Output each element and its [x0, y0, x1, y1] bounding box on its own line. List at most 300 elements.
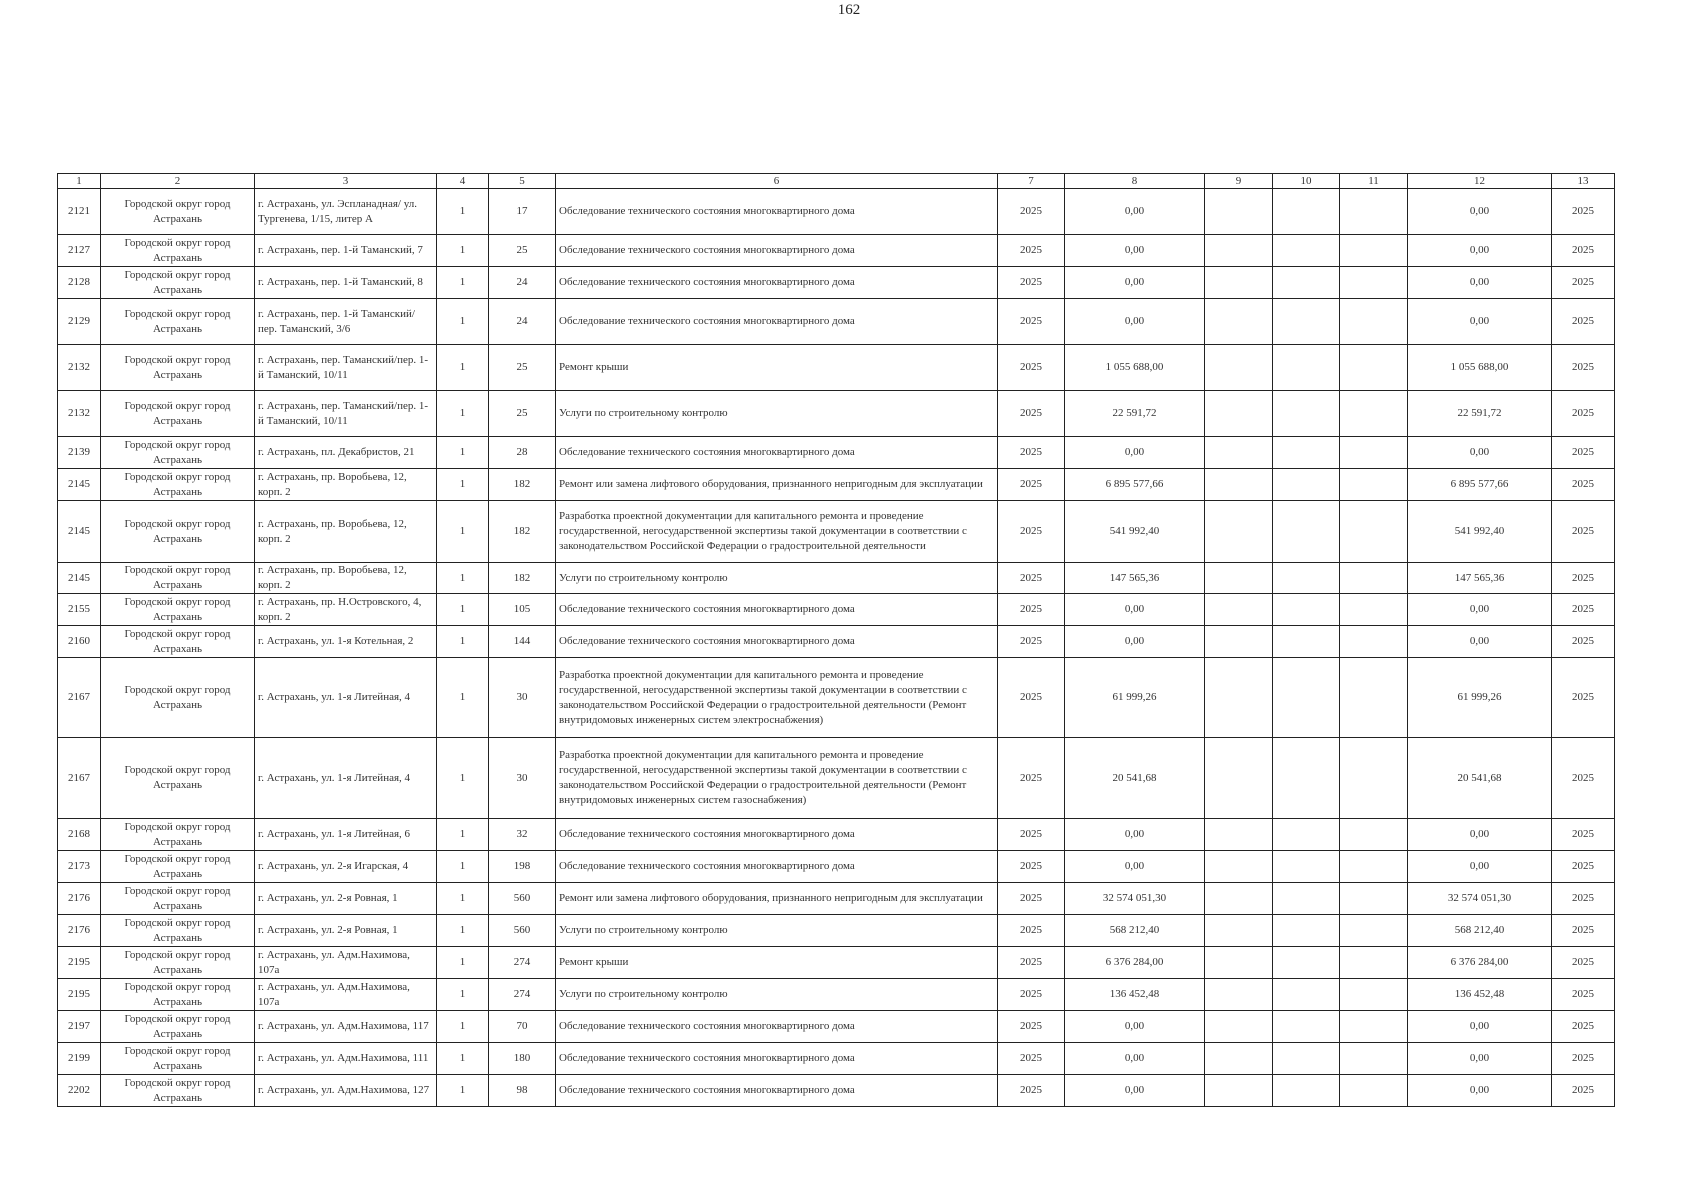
year-completion: 2025 [1552, 947, 1615, 979]
col-9-value [1205, 345, 1273, 391]
year: 2025 [998, 469, 1065, 501]
col-4-value: 1 [437, 391, 489, 437]
year: 2025 [998, 626, 1065, 658]
col-10-value [1273, 658, 1340, 738]
col-9-value [1205, 1011, 1273, 1043]
cost-fund: 0,00 [1408, 594, 1552, 626]
address: г. Астрахань, пр. Воробьева, 12, корп. 2 [255, 563, 437, 594]
row-number: 2132 [58, 345, 101, 391]
address: г. Астрахань, ул. 1-я Литейная, 4 [255, 658, 437, 738]
table-row [58, 391, 1615, 437]
column-header-9: 9 [1205, 174, 1273, 189]
table-row [58, 819, 1615, 851]
col-9-value [1205, 469, 1273, 501]
table-row [58, 267, 1615, 299]
col-5-value: 182 [489, 469, 556, 501]
municipality: Городской округ город Астрахань [101, 819, 255, 851]
col-11-value [1340, 947, 1408, 979]
col-9-value [1205, 267, 1273, 299]
cost-fund: 136 452,48 [1408, 979, 1552, 1011]
cost-total: 0,00 [1065, 235, 1205, 267]
table-row [58, 235, 1615, 267]
year-completion: 2025 [1552, 437, 1615, 469]
year-completion: 2025 [1552, 391, 1615, 437]
row-number: 2132 [58, 391, 101, 437]
col-5-value: 24 [489, 267, 556, 299]
row-number: 2168 [58, 819, 101, 851]
work-type: Услуги по строительному контролю [556, 915, 998, 947]
column-header-10: 10 [1273, 174, 1340, 189]
cost-total: 147 565,36 [1065, 563, 1205, 594]
work-type: Обследование технического состояния многоквартирного дома [556, 1011, 998, 1043]
cost-fund: 0,00 [1408, 1075, 1552, 1107]
year-completion: 2025 [1552, 267, 1615, 299]
col-4-value: 1 [437, 658, 489, 738]
table-row [58, 345, 1615, 391]
col-11-value [1340, 563, 1408, 594]
col-9-value [1205, 1075, 1273, 1107]
col-4-value: 1 [437, 235, 489, 267]
col-4-value: 1 [437, 883, 489, 915]
col-4-value: 1 [437, 626, 489, 658]
year: 2025 [998, 1075, 1065, 1107]
col-10-value [1273, 851, 1340, 883]
row-number: 2167 [58, 658, 101, 738]
year: 2025 [998, 947, 1065, 979]
col-5-value: 274 [489, 979, 556, 1011]
table-row [58, 469, 1615, 501]
cost-total: 136 452,48 [1065, 979, 1205, 1011]
address: г. Астрахань, ул. 1-я Литейная, 6 [255, 819, 437, 851]
col-4-value: 1 [437, 189, 489, 235]
col-5-value: 25 [489, 345, 556, 391]
year: 2025 [998, 1011, 1065, 1043]
column-header-11: 11 [1340, 174, 1408, 189]
col-9-value [1205, 979, 1273, 1011]
col-10-value [1273, 469, 1340, 501]
col-11-value [1340, 501, 1408, 563]
address: г. Астрахань, ул. Эспланадная/ ул. Тургенева, 1/15, литер А [255, 189, 437, 235]
municipality: Городской округ город Астрахань [101, 594, 255, 626]
address: г. Астрахань, ул. 2-я Игарская, 4 [255, 851, 437, 883]
year-completion: 2025 [1552, 1011, 1615, 1043]
col-11-value [1340, 979, 1408, 1011]
work-type: Услуги по строительному контролю [556, 391, 998, 437]
year-completion: 2025 [1552, 738, 1615, 819]
page-number: 162 [837, 2, 861, 18]
municipality: Городской округ город Астрахань [101, 979, 255, 1011]
cost-fund: 6 376 284,00 [1408, 947, 1552, 979]
year-completion: 2025 [1552, 626, 1615, 658]
row-number: 2145 [58, 469, 101, 501]
cost-total: 0,00 [1065, 819, 1205, 851]
year: 2025 [998, 235, 1065, 267]
address: г. Астрахань, пер. 1-й Таманский, 8 [255, 267, 437, 299]
column-header-2: 2 [101, 174, 255, 189]
row-number: 2145 [58, 501, 101, 563]
col-4-value: 1 [437, 738, 489, 819]
year: 2025 [998, 1043, 1065, 1075]
table-row [58, 563, 1615, 594]
cost-fund: 541 992,40 [1408, 501, 1552, 563]
year-completion: 2025 [1552, 469, 1615, 501]
year-completion: 2025 [1552, 851, 1615, 883]
col-10-value [1273, 391, 1340, 437]
col-5-value: 560 [489, 883, 556, 915]
col-4-value: 1 [437, 469, 489, 501]
cost-total: 32 574 051,30 [1065, 883, 1205, 915]
cost-total: 6 376 284,00 [1065, 947, 1205, 979]
work-type: Услуги по строительному контролю [556, 563, 998, 594]
year: 2025 [998, 563, 1065, 594]
address: г. Астрахань, пр. Н.Островского, 4, корп. 2 [255, 594, 437, 626]
work-type: Обследование технического состояния многоквартирного дома [556, 819, 998, 851]
municipality: Городской округ город Астрахань [101, 851, 255, 883]
col-5-value: 30 [489, 658, 556, 738]
address: г. Астрахань, пр. Воробьева, 12, корп. 2 [255, 501, 437, 563]
col-10-value [1273, 345, 1340, 391]
address: г. Астрахань, пер. Таманский/пер. 1-й Таманский, 10/11 [255, 345, 437, 391]
municipality: Городской округ город Астрахань [101, 391, 255, 437]
col-9-value [1205, 851, 1273, 883]
col-9-value [1205, 437, 1273, 469]
col-5-value: 17 [489, 189, 556, 235]
row-number: 2127 [58, 235, 101, 267]
row-number: 2173 [58, 851, 101, 883]
col-10-value [1273, 563, 1340, 594]
table-row [58, 594, 1615, 626]
address: г. Астрахань, ул. Адм.Нахимова, 127 [255, 1075, 437, 1107]
year-completion: 2025 [1552, 563, 1615, 594]
col-9-value [1205, 626, 1273, 658]
column-header-1: 1 [58, 174, 101, 189]
year-completion: 2025 [1552, 189, 1615, 235]
cost-fund: 0,00 [1408, 437, 1552, 469]
row-number: 2197 [58, 1011, 101, 1043]
col-11-value [1340, 851, 1408, 883]
table-row [58, 851, 1615, 883]
year: 2025 [998, 189, 1065, 235]
col-9-value [1205, 189, 1273, 235]
col-5-value: 274 [489, 947, 556, 979]
col-11-value [1340, 437, 1408, 469]
table-row [58, 658, 1615, 738]
cost-fund: 147 565,36 [1408, 563, 1552, 594]
table-row [58, 1075, 1615, 1107]
municipality: Городской округ город Астрахань [101, 345, 255, 391]
col-10-value [1273, 819, 1340, 851]
work-type: Разработка проектной документации для капитального ремонта и проведение государственной, негосударственной экспертизы такой документации в соответствии с законодательством Российской Федерации о градостроительной деятельности [556, 501, 998, 563]
table-row [58, 626, 1615, 658]
col-4-value: 1 [437, 299, 489, 345]
year: 2025 [998, 299, 1065, 345]
work-type: Обследование технического состояния многоквартирного дома [556, 626, 998, 658]
col-9-value [1205, 235, 1273, 267]
col-5-value: 98 [489, 1075, 556, 1107]
year: 2025 [998, 915, 1065, 947]
column-header-4: 4 [437, 174, 489, 189]
year-completion: 2025 [1552, 883, 1615, 915]
year: 2025 [998, 594, 1065, 626]
col-11-value [1340, 915, 1408, 947]
cost-total: 0,00 [1065, 851, 1205, 883]
col-9-value [1205, 594, 1273, 626]
address: г. Астрахань, ул. 2-я Ровная, 1 [255, 915, 437, 947]
address: г. Астрахань, ул. 1-я Котельная, 2 [255, 626, 437, 658]
col-5-value: 25 [489, 235, 556, 267]
work-type: Обследование технического состояния многоквартирного дома [556, 189, 998, 235]
year-completion: 2025 [1552, 299, 1615, 345]
col-11-value [1340, 658, 1408, 738]
col-5-value: 30 [489, 738, 556, 819]
work-type: Обследование технического состояния многоквартирного дома [556, 851, 998, 883]
column-header-3: 3 [255, 174, 437, 189]
address: г. Астрахань, ул. Адм.Нахимова, 107а [255, 979, 437, 1011]
year: 2025 [998, 819, 1065, 851]
col-10-value [1273, 947, 1340, 979]
row-number: 2155 [58, 594, 101, 626]
work-type: Разработка проектной документации для капитального ремонта и проведение государственной, негосударственной экспертизы такой документации в соответствии с законодательством Российской Федерации о градостроительной деятельности (Ремонт внутридомовых инженерных систем электроснабжения) [556, 658, 998, 738]
col-11-value [1340, 267, 1408, 299]
col-9-value [1205, 819, 1273, 851]
col-10-value [1273, 1011, 1340, 1043]
row-number: 2176 [58, 883, 101, 915]
col-9-value [1205, 883, 1273, 915]
work-type: Ремонт крыши [556, 345, 998, 391]
col-4-value: 1 [437, 979, 489, 1011]
col-5-value: 144 [489, 626, 556, 658]
municipality: Городской округ город Астрахань [101, 738, 255, 819]
column-header-12: 12 [1408, 174, 1552, 189]
year-completion: 2025 [1552, 979, 1615, 1011]
cost-fund: 22 591,72 [1408, 391, 1552, 437]
municipality: Городской округ город Астрахань [101, 1075, 255, 1107]
col-11-value [1340, 189, 1408, 235]
municipality: Городской округ город Астрахань [101, 947, 255, 979]
row-number: 2145 [58, 563, 101, 594]
row-number: 2202 [58, 1075, 101, 1107]
work-type: Обследование технического состояния многоквартирного дома [556, 299, 998, 345]
table-row [58, 883, 1615, 915]
work-type: Обследование технического состояния многоквартирного дома [556, 267, 998, 299]
col-10-value [1273, 189, 1340, 235]
work-type: Разработка проектной документации для капитального ремонта и проведение государственной, негосударственной экспертизы такой документации в соответствии с законодательством Российской Федерации о градостроительной деятельности (Ремонт внутридомовых инженерных систем газоснабжения) [556, 738, 998, 819]
col-5-value: 32 [489, 819, 556, 851]
table-row [58, 947, 1615, 979]
work-type: Обследование технического состояния многоквартирного дома [556, 1043, 998, 1075]
year: 2025 [998, 851, 1065, 883]
cost-fund: 568 212,40 [1408, 915, 1552, 947]
cost-fund: 0,00 [1408, 299, 1552, 345]
municipality: Городской округ город Астрахань [101, 437, 255, 469]
work-type: Обследование технического состояния многоквартирного дома [556, 235, 998, 267]
table-row [58, 1011, 1615, 1043]
work-type: Услуги по строительному контролю [556, 979, 998, 1011]
capital-repair-table [57, 173, 1615, 1107]
municipality: Городской округ город Астрахань [101, 626, 255, 658]
header-row [58, 174, 1615, 189]
cost-total: 0,00 [1065, 626, 1205, 658]
col-11-value [1340, 1043, 1408, 1075]
col-11-value [1340, 626, 1408, 658]
col-11-value [1340, 469, 1408, 501]
year-completion: 2025 [1552, 501, 1615, 563]
col-11-value [1340, 594, 1408, 626]
row-number: 2176 [58, 915, 101, 947]
address: г. Астрахань, ул. 1-я Литейная, 4 [255, 738, 437, 819]
municipality: Городской округ город Астрахань [101, 883, 255, 915]
cost-total: 0,00 [1065, 437, 1205, 469]
work-type: Ремонт или замена лифтового оборудования, признанного непригодным для эксплуатации [556, 469, 998, 501]
table-row [58, 437, 1615, 469]
col-4-value: 1 [437, 915, 489, 947]
col-5-value: 28 [489, 437, 556, 469]
year: 2025 [998, 658, 1065, 738]
cost-fund: 61 999,26 [1408, 658, 1552, 738]
col-11-value [1340, 235, 1408, 267]
address: г. Астрахань, ул. 2-я Ровная, 1 [255, 883, 437, 915]
col-10-value [1273, 738, 1340, 819]
col-10-value [1273, 883, 1340, 915]
cost-fund: 0,00 [1408, 1043, 1552, 1075]
cost-total: 568 212,40 [1065, 915, 1205, 947]
col-10-value [1273, 979, 1340, 1011]
year-completion: 2025 [1552, 1075, 1615, 1107]
row-number: 2121 [58, 189, 101, 235]
col-10-value [1273, 437, 1340, 469]
cost-fund: 20 541,68 [1408, 738, 1552, 819]
cost-total: 6 895 577,66 [1065, 469, 1205, 501]
row-number: 2167 [58, 738, 101, 819]
col-9-value [1205, 501, 1273, 563]
year-completion: 2025 [1552, 1043, 1615, 1075]
col-10-value [1273, 299, 1340, 345]
work-type: Обследование технического состояния многоквартирного дома [556, 437, 998, 469]
year: 2025 [998, 883, 1065, 915]
year: 2025 [998, 391, 1065, 437]
row-number: 2160 [58, 626, 101, 658]
col-5-value: 180 [489, 1043, 556, 1075]
column-header-7: 7 [998, 174, 1065, 189]
cost-total: 0,00 [1065, 1075, 1205, 1107]
col-11-value [1340, 299, 1408, 345]
cost-total: 0,00 [1065, 267, 1205, 299]
cost-fund: 0,00 [1408, 267, 1552, 299]
col-5-value: 182 [489, 501, 556, 563]
municipality: Городской округ город Астрахань [101, 658, 255, 738]
col-11-value [1340, 819, 1408, 851]
year-completion: 2025 [1552, 594, 1615, 626]
address: г. Астрахань, пер. Таманский/пер. 1-й Таманский, 10/11 [255, 391, 437, 437]
col-9-value [1205, 738, 1273, 819]
col-5-value: 24 [489, 299, 556, 345]
cost-fund: 0,00 [1408, 851, 1552, 883]
municipality: Городской округ город Астрахань [101, 469, 255, 501]
row-number: 2139 [58, 437, 101, 469]
municipality: Городской округ город Астрахань [101, 235, 255, 267]
work-type: Обследование технического состояния многоквартирного дома [556, 594, 998, 626]
col-11-value [1340, 883, 1408, 915]
row-number: 2199 [58, 1043, 101, 1075]
cost-total: 0,00 [1065, 299, 1205, 345]
municipality: Городской округ город Астрахань [101, 915, 255, 947]
column-header-6: 6 [556, 174, 998, 189]
cost-fund: 0,00 [1408, 1011, 1552, 1043]
year-completion: 2025 [1552, 235, 1615, 267]
table-row [58, 299, 1615, 345]
municipality: Городской округ город Астрахань [101, 1043, 255, 1075]
col-10-value [1273, 1043, 1340, 1075]
col-4-value: 1 [437, 1011, 489, 1043]
cost-fund: 32 574 051,30 [1408, 883, 1552, 915]
municipality: Городской округ город Астрахань [101, 501, 255, 563]
address: г. Астрахань, ул. Адм.Нахимова, 111 [255, 1043, 437, 1075]
year: 2025 [998, 501, 1065, 563]
column-header-5: 5 [489, 174, 556, 189]
cost-fund: 0,00 [1408, 189, 1552, 235]
col-4-value: 1 [437, 501, 489, 563]
address: г. Астрахань, пл. Декабристов, 21 [255, 437, 437, 469]
row-number: 2129 [58, 299, 101, 345]
col-11-value [1340, 391, 1408, 437]
col-9-value [1205, 1043, 1273, 1075]
col-10-value [1273, 1075, 1340, 1107]
table-row [58, 979, 1615, 1011]
table-row [58, 189, 1615, 235]
cost-total: 0,00 [1065, 594, 1205, 626]
year: 2025 [998, 345, 1065, 391]
year-completion: 2025 [1552, 819, 1615, 851]
col-10-value [1273, 915, 1340, 947]
col-9-value [1205, 915, 1273, 947]
col-4-value: 1 [437, 851, 489, 883]
row-number: 2128 [58, 267, 101, 299]
year-completion: 2025 [1552, 658, 1615, 738]
address: г. Астрахань, ул. Адм.Нахимова, 107а [255, 947, 437, 979]
cost-total: 0,00 [1065, 1043, 1205, 1075]
col-9-value [1205, 947, 1273, 979]
table-row [58, 738, 1615, 819]
row-number: 2195 [58, 979, 101, 1011]
col-5-value: 198 [489, 851, 556, 883]
year: 2025 [998, 437, 1065, 469]
table-body [58, 189, 1615, 1107]
column-header-13: 13 [1552, 174, 1615, 189]
col-5-value: 182 [489, 563, 556, 594]
cost-total: 22 591,72 [1065, 391, 1205, 437]
table-row [58, 1043, 1615, 1075]
municipality: Городской округ город Астрахань [101, 299, 255, 345]
col-4-value: 1 [437, 594, 489, 626]
col-5-value: 70 [489, 1011, 556, 1043]
col-4-value: 1 [437, 437, 489, 469]
row-number: 2195 [58, 947, 101, 979]
col-9-value [1205, 658, 1273, 738]
col-4-value: 1 [437, 819, 489, 851]
work-type: Ремонт крыши [556, 947, 998, 979]
col-10-value [1273, 501, 1340, 563]
cost-fund: 6 895 577,66 [1408, 469, 1552, 501]
col-10-value [1273, 626, 1340, 658]
year-completion: 2025 [1552, 915, 1615, 947]
col-4-value: 1 [437, 1075, 489, 1107]
year: 2025 [998, 267, 1065, 299]
col-11-value [1340, 1075, 1408, 1107]
col-10-value [1273, 267, 1340, 299]
col-5-value: 560 [489, 915, 556, 947]
col-11-value [1340, 345, 1408, 391]
cost-total: 541 992,40 [1065, 501, 1205, 563]
